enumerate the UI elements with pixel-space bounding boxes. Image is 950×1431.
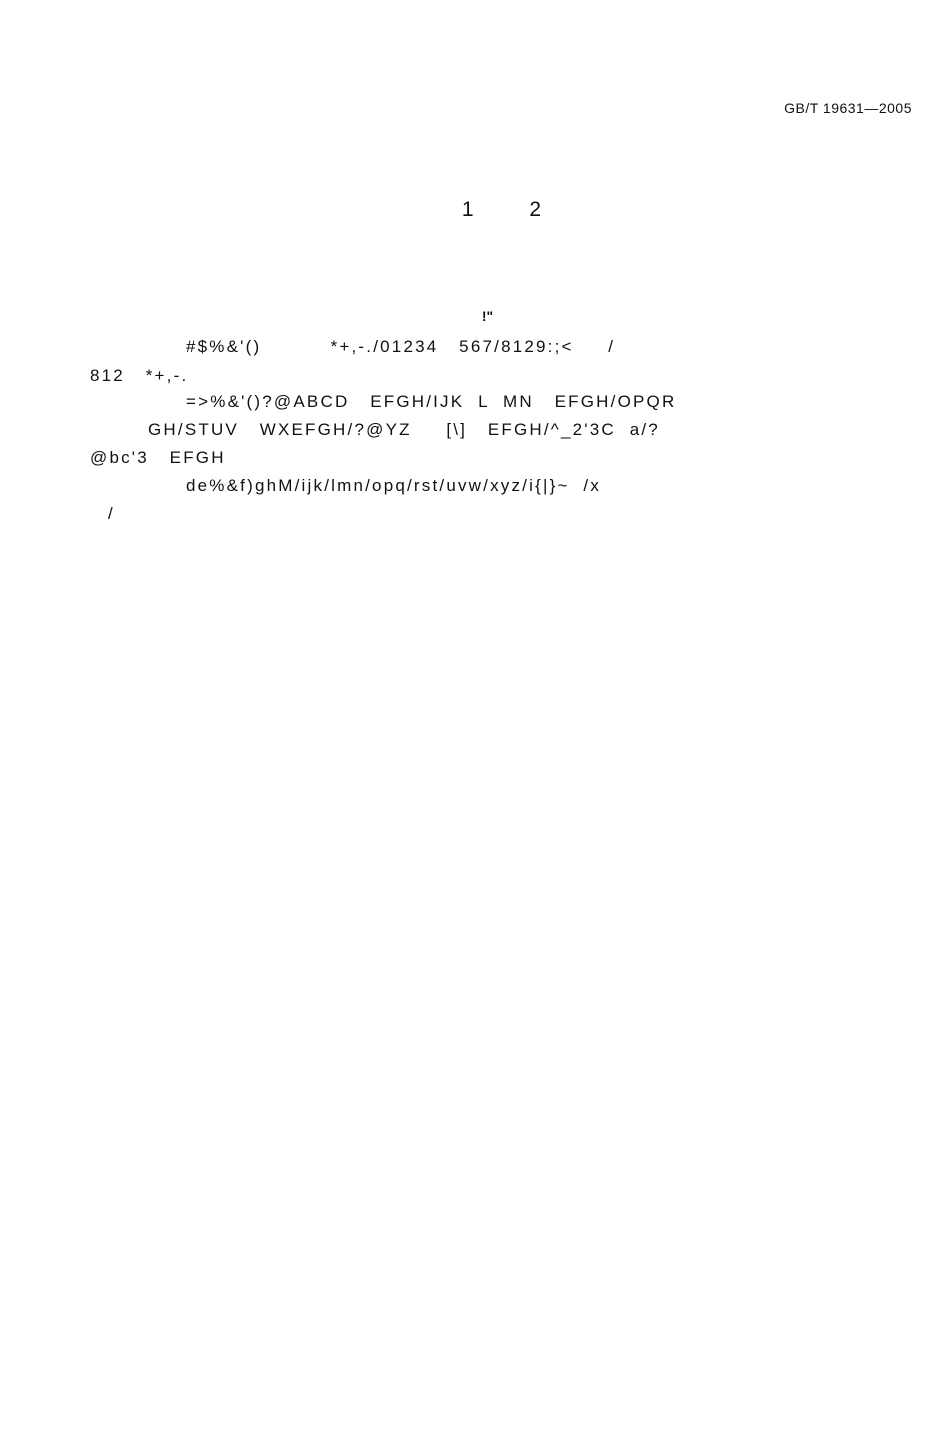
paragraph-line-5: @bc'3 EFGH xyxy=(90,448,226,467)
page-title xyxy=(0,198,950,222)
paragraph-line-3: =>%&'()?@ABCD EFGH/IJK L MN EFGH/OPQR xyxy=(186,392,677,411)
paragraph-line-6: de%&f)ghM/ijk/lmn/opq/rst/uvw/xyz/i{|}~ /x xyxy=(186,476,602,495)
standard-code: GB/T 19631—2005 xyxy=(784,100,912,116)
paragraph-line-7: / xyxy=(108,504,115,523)
paragraph-line-1: #$%&'() *+,-./01234 567/8129:;< / xyxy=(186,337,616,356)
section-heading: !" xyxy=(481,308,494,324)
title-part-1: 1 xyxy=(461,198,474,221)
paragraph-line-4: GH/STUV WXEFGH/?@YZ [\] EFGH/^_2'3C a/? xyxy=(148,420,660,439)
title-part-2: 2 xyxy=(529,198,542,221)
paragraph-line-2: 812 *+,-. xyxy=(90,366,189,385)
